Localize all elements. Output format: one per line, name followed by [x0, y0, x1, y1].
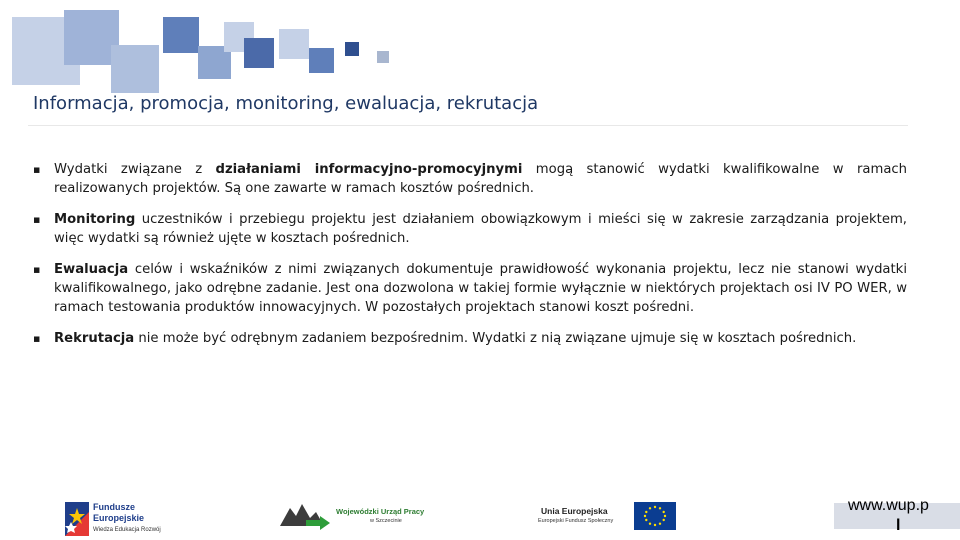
bullet-text: nie może być odrębnym zadaniem bezpośrednim. Wydatki z nią związane ujmuje się w kosztach pośrednich.: [134, 331, 857, 346]
logo-text: Fundusze: [93, 502, 135, 512]
deco-square: [111, 45, 159, 93]
deco-square: [377, 51, 389, 63]
deco-square: [244, 38, 274, 68]
bullet-icon: ▪: [33, 263, 41, 276]
bullet-icon: ▪: [33, 163, 41, 176]
bullet-text: celów i wskaźników z nimi związanych dokumentuje prawidłowość wykonania projektu, lecz nie stanowi wydatki kwalifikowalnego, jako odrębne zadanie. Jest ona dozwolona w takiej formie wyłącznie w niektórych projektach osi IV PO WER, w ramach testowania produktów innowacyjnych. W pozostałych projektach stanowi koszt pośredni.: [54, 262, 907, 315]
bullet-icon: ▪: [33, 213, 41, 226]
logo-text: w Szczecinie: [370, 518, 402, 524]
deco-square: [279, 29, 309, 59]
website-url[interactable]: www.wup.p: [848, 497, 929, 514]
bullet-text: Wydatki związane z: [54, 162, 216, 177]
bullet-icon: ▪: [33, 332, 41, 345]
logo-text: Europejskie: [93, 513, 145, 523]
list-item: [33, 160, 907, 198]
deco-square: [309, 48, 334, 73]
deco-square: [163, 17, 199, 53]
website-url-continuation[interactable]: l: [896, 517, 901, 534]
bullet-text: mogą stanowić wydatki kwalifikowalne w ramach realizowanych projektów. Są one zawarte w ramach kosztów pośrednich.: [54, 162, 908, 196]
logo-text: Unia Europejska: [541, 506, 608, 516]
list-item: [33, 329, 907, 348]
logo-text: Europejski Fundusz Społeczny: [538, 518, 614, 524]
page-title: Informacja, promocja, monitoring, ewaluacja, rekrutacja: [33, 93, 539, 114]
fundusze-star-icon: [65, 502, 89, 536]
list-item: [33, 210, 907, 248]
fundusze-europejskie-logo: [65, 498, 175, 540]
list-item: [33, 260, 907, 317]
bullet-list: [33, 160, 907, 360]
title-divider: [28, 125, 908, 126]
footer-logos: [0, 490, 960, 540]
wup-emblem-icon: [280, 500, 330, 530]
bullet-bold-text: Monitoring: [54, 212, 136, 227]
eu-flag-icon: [634, 502, 676, 530]
deco-square: [345, 42, 359, 56]
bullet-text: uczestników i przebiegu projektu jest działaniem obowiązkowym i mieści się w zakresie zarządzania projektem, więc wydatki są również ujęte w kosztach pośrednich.: [54, 212, 907, 246]
logo-text: Wiedza Edukacja Rozwój: [93, 527, 161, 533]
wup-szczecin-logo: [280, 498, 440, 538]
logo-text: Wojewódzki Urząd Pracy: [336, 507, 425, 516]
bullet-bold-text: działaniami informacyjno-promocyjnymi: [215, 162, 523, 177]
bullet-bold-text: Rekrutacja: [54, 331, 135, 346]
unia-europejska-logo: [538, 500, 678, 532]
bullet-bold-text: Ewaluacja: [54, 262, 129, 277]
